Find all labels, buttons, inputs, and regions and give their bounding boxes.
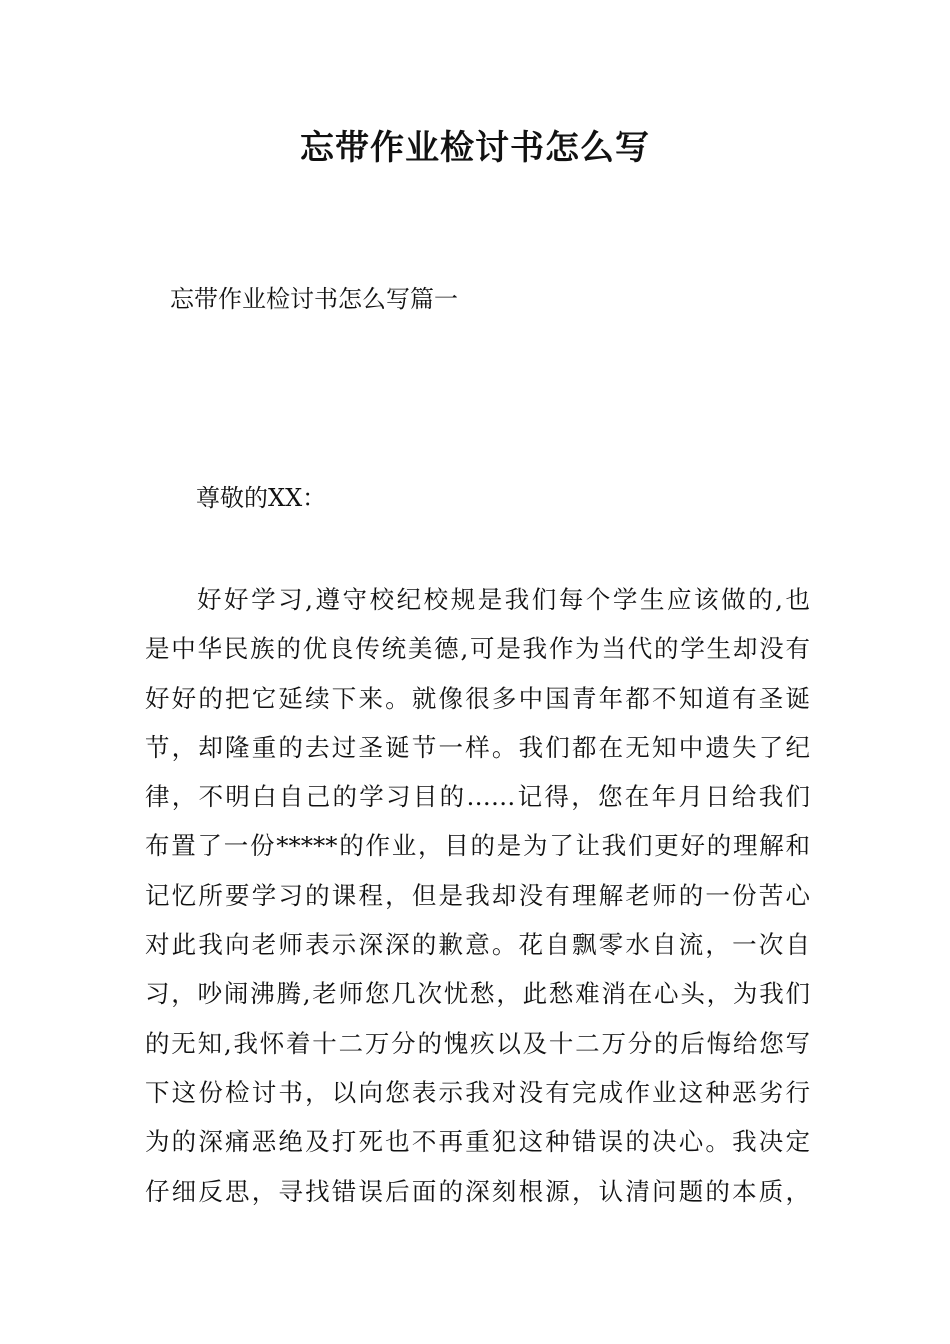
section-heading: 忘带作业检讨书怎么写篇一: [170, 285, 458, 313]
document-title: 忘带作业检讨书怎么写: [300, 128, 650, 168]
body-line: 对此我向老师表示深深的歉意。花自飘零水自流，一次自: [145, 930, 810, 960]
body-line: 好好的把它延续下来。就像很多中国青年都不知道有圣诞: [145, 683, 810, 713]
body-line: 的无知,我怀着十二万分的愧疚以及十二万分的后悔给您写: [145, 1028, 810, 1058]
body-line: 习，吵闹沸腾,老师您几次忧愁，此愁难消在心头，为我们: [145, 979, 810, 1009]
body-line: 节，却隆重的去过圣诞节一样。我们都在无知中遗失了纪: [145, 732, 810, 762]
body-line: 为的深痛恶绝及打死也不再重犯这种错误的决心。我决定: [145, 1127, 810, 1157]
body-line: 下这份检讨书，以向您表示我对没有完成作业这种恶劣行: [145, 1077, 810, 1107]
body-line: 是中华民族的优良传统美德,可是我作为当代的学生却没有: [145, 634, 810, 664]
body-paragraph: [145, 582, 810, 1223]
salutation: 尊敬的XX：: [196, 484, 327, 512]
body-line: 好好学习,遵守校纪校规是我们每个学生应该做的,也: [197, 585, 810, 614]
body-line: 布置了一份*****的作业，目的是为了让我们更好的理解和: [145, 831, 810, 861]
body-line: 记忆所要学习的课程，但是我却没有理解老师的一份苦心: [145, 880, 810, 910]
body-line: 律，不明白自己的学习目的……记得，您在年月日给我们: [145, 782, 810, 812]
body-line: 仔细反思，寻找错误后面的深刻根源，认清问题的本质，: [145, 1176, 810, 1206]
